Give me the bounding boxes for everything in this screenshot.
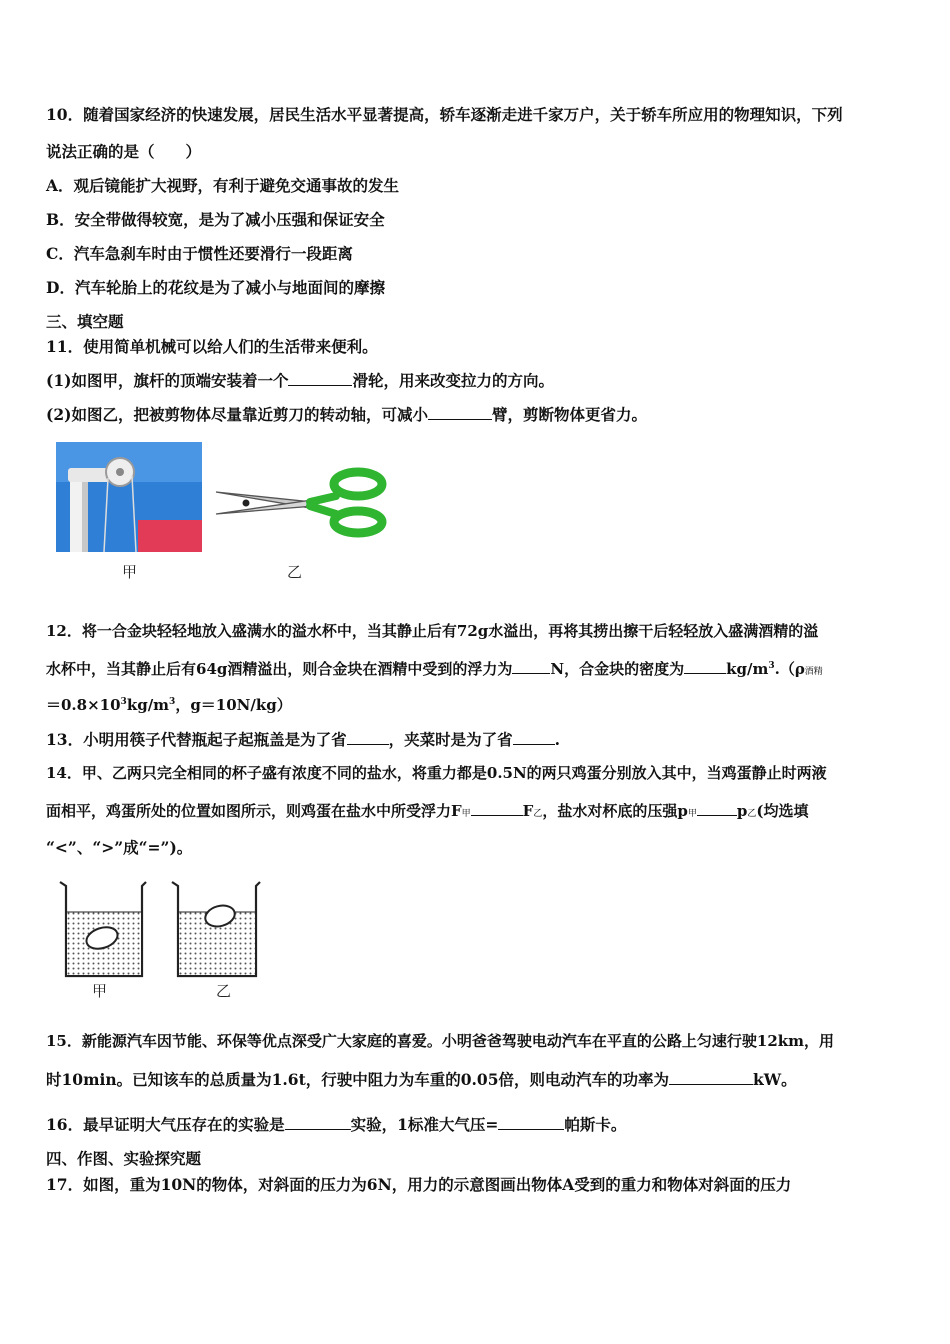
q12-line2-sub: 酒精 bbox=[804, 667, 823, 677]
q12-blank-2[interactable] bbox=[684, 659, 726, 674]
q16-line bbox=[46, 1113, 626, 1135]
q14-blank-2[interactable] bbox=[697, 801, 737, 816]
q11-part1-text-b: 滑轮，用来改变拉力的方向。 bbox=[352, 371, 554, 390]
q13-blank-2[interactable] bbox=[513, 730, 555, 745]
q10-option-c: C．汽车急刹车时由于惯性还要滑行一段距离 bbox=[46, 244, 353, 263]
q14-line2 bbox=[46, 800, 808, 821]
q14-sub-4: 乙 bbox=[747, 809, 757, 819]
q10-stem-line2: 说法正确的是（ ） bbox=[46, 142, 202, 161]
q11-part2-text-b: 臂，剪断物体更省力。 bbox=[491, 405, 647, 424]
q15-blank-1[interactable] bbox=[669, 1070, 753, 1085]
q12-line2-unit-sup: 3 bbox=[768, 661, 775, 671]
q12-line3-text-c: ，g＝10N/kg） bbox=[175, 696, 292, 714]
q13-text-a: 13．小明用筷子代替瓶起子起瓶盖是为了省 bbox=[46, 730, 347, 749]
q14-line2-text-e: (均选填 bbox=[756, 802, 809, 820]
q11-fig-label-jia: 甲 bbox=[122, 563, 138, 581]
q16-blank-1[interactable] bbox=[285, 1115, 351, 1130]
scissors-image bbox=[212, 466, 388, 538]
q11-part2 bbox=[46, 403, 647, 425]
q11-blank-1[interactable] bbox=[288, 371, 352, 386]
q13-text-c: . bbox=[554, 730, 560, 749]
q14-line2-text-a: 面相平，鸡蛋所处的位置如图所示，则鸡蛋在盐水中所受浮力F bbox=[46, 802, 462, 820]
q14-line2-text-b: F bbox=[522, 802, 534, 820]
q14-line3: “<”、“>”成“=”)。 bbox=[46, 838, 193, 857]
q14-line2-text-c: ，盐水对杯底的压强p bbox=[542, 802, 688, 820]
q15-line2-text-b: kW。 bbox=[753, 1070, 797, 1089]
q12-line3-text-b: kg/m bbox=[126, 696, 170, 714]
q15-line2-text-a: 时10min。已知该车的总质量为1.6t，行驶中阻力为车重的0.05倍，则电动汽车的功率为 bbox=[46, 1070, 670, 1089]
beaker-yi-image bbox=[168, 876, 264, 980]
q14-blank-1[interactable] bbox=[471, 801, 523, 816]
q10-stem-line1: 10．随着国家经济的快速发展，居民生活水平显著提高，轿车逐渐走进千家万户，关于轿车所应用的物理知识，下列 bbox=[46, 105, 843, 124]
q14-fig-label-jia: 甲 bbox=[92, 982, 108, 1000]
q16-text-b: 实验，1标准大气压= bbox=[350, 1115, 499, 1134]
q12-line2-text-a: 水杯中，当其静止后有64g酒精溢出，则合金块在酒精中受到的浮力为 bbox=[46, 660, 513, 678]
q13-text-b: ，夹菜时是为了省 bbox=[388, 730, 513, 749]
section-4-title: 四、作图、实验探究题 bbox=[46, 1149, 202, 1168]
q11-fig-label-yi: 乙 bbox=[287, 563, 303, 581]
q16-text-c: 帕斯卡。 bbox=[564, 1115, 627, 1134]
q12-line2 bbox=[46, 658, 823, 679]
q16-text-a: 16．最早证明大气压存在的实验是 bbox=[46, 1115, 285, 1134]
q14-line1: 14．甲、乙两只完全相同的杯子盛有浓度不同的盐水，将重力都是0.5N的两只鸡蛋分别放入其中，当鸡蛋静止时两液 bbox=[46, 764, 827, 782]
q16-blank-2[interactable] bbox=[498, 1115, 564, 1130]
q11-part1 bbox=[46, 369, 554, 391]
q13-line bbox=[46, 728, 560, 750]
q10-option-b: B．安全带做得较宽，是为了减小压强和保证安全 bbox=[46, 210, 385, 229]
q12-line3-sup1: 3 bbox=[120, 697, 127, 707]
beaker-jia-image bbox=[56, 876, 150, 980]
flagpole-pulley-image bbox=[56, 442, 202, 552]
q12-line3 bbox=[46, 694, 292, 715]
q11-part2-text-a: (2)如图乙，把被剪物体尽量靠近剪刀的转动轴，可减小 bbox=[46, 405, 428, 424]
q14-sub-1: 甲 bbox=[461, 809, 471, 819]
q17-stem: 17．如图，重为10N的物体，对斜面的压力为6N，用力的示意图画出物体A受到的重力和物体对斜面的压力 bbox=[46, 1175, 792, 1194]
q12-line2-unit: kg/m bbox=[726, 660, 769, 678]
q14-fig-label-yi: 乙 bbox=[216, 982, 232, 1000]
q12-line2-text-b: N，合金块的密度为 bbox=[550, 660, 685, 678]
q12-line3-text-a: ＝0.8×10 bbox=[46, 696, 121, 714]
q11-part1-text-a: (1)如图甲，旗杆的顶端安装着一个 bbox=[46, 371, 289, 390]
q14-sub-3: 甲 bbox=[687, 809, 697, 819]
q15-line1: 15．新能源汽车因节能、环保等优点深受广大家庭的喜爱。小明爸爸驾驶电动汽车在平直的公路上匀速行驶12km，用 bbox=[46, 1032, 835, 1050]
q12-blank-1[interactable] bbox=[512, 659, 550, 674]
q12-line1: 12．将一合金块轻轻地放入盛满水的溢水杯中，当其静止后有72g水溢出，再将其捞出擦干后轻轻放入盛满酒精的溢 bbox=[46, 622, 819, 640]
q13-blank-1[interactable] bbox=[347, 730, 389, 745]
q10-option-a: A．观后镜能扩大视野，有利于避免交通事故的发生 bbox=[46, 176, 400, 195]
q14-line2-text-d: p bbox=[736, 802, 748, 820]
section-3-title: 三、填空题 bbox=[46, 312, 124, 331]
q11-stem: 11．使用简单机械可以给人们的生活带来便利。 bbox=[46, 337, 378, 356]
q10-option-d: D．汽车轮胎上的花纹是为了减小与地面间的摩擦 bbox=[46, 278, 385, 297]
q14-sub-2: 乙 bbox=[533, 809, 543, 819]
q15-line2 bbox=[46, 1068, 797, 1090]
q11-blank-2[interactable] bbox=[428, 405, 492, 420]
q12-line2-text-d: .（ρ bbox=[774, 660, 805, 678]
q12-line3-sup2: 3 bbox=[169, 697, 176, 707]
